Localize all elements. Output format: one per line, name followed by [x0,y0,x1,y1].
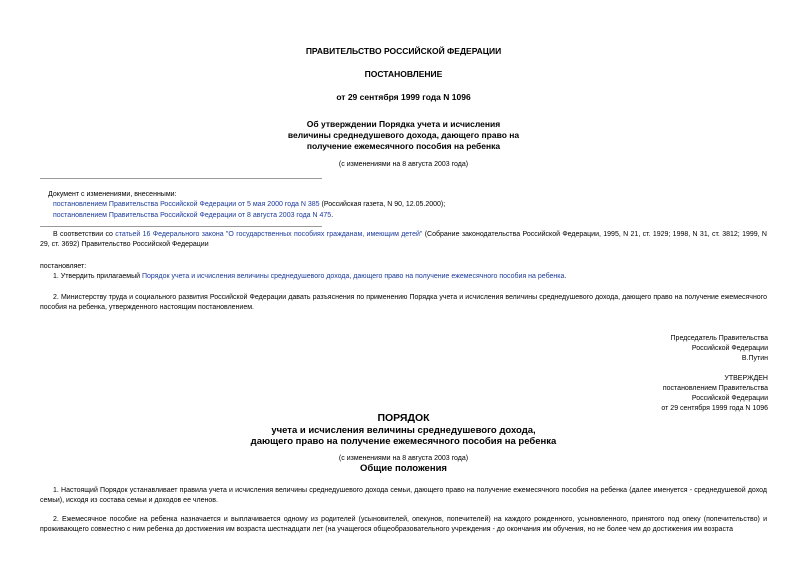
law-article-link[interactable]: статьей 16 Федерального закона "О государственных пособиях гражданам, имеющим детей" [115,231,423,238]
order-paragraph-1: 1. Настоящий Порядок устанавливает правила учета и исчисления величины среднедушевого дохода семьи, дающего право на получение ежемесячного пособия на ребенка (далее именуется - среднедушевой доход семьи), исходя из состава семьи и доходов ее членов. [40,487,767,504]
divider-bottom [40,226,322,227]
changes-item-2: постановлением Правительства Российской Федерации от 8 августа 2003 года N 475. [53,212,334,219]
changes-link-1[interactable]: постановлением Правительства Российской Федерации от 5 мая 2000 года N 385 [53,201,320,208]
divider-top [40,178,322,179]
changes-intro: Документ с изменениями, внесенными: [48,191,177,198]
document-type: ПОСТАНОВЛЕНИЕ [364,69,443,79]
signature-line-2: Российской Федерации [691,345,768,352]
approved-line-3: Российской Федерации [691,395,768,402]
document-title-line-3: получение ежемесячного пособия на ребенка [306,141,501,151]
order-heading: ПОРЯДОК [377,412,430,424]
approved-line-1: УТВЕРЖДЕН [724,375,768,382]
item-2-paragraph: 2. Министерству труда и социального развития Российской Федерации давать разъяснения по применению Порядка учета и исчисления величины среднедушевого дохода, дающего право на получение ежемесячного пособия на ребенка, утвержденного настоящим постановлением. [40,294,767,311]
order-link[interactable]: Порядок учета и исчисления величины среднедушевого дохода, дающего право на получение ежемесячного пособия на ребенка [141,273,565,280]
approved-line-4: от 29 сентября 1999 года N 1096 [661,405,768,412]
basis-paragraph: В соответствии со статьей 16 Федерального закона "О государственных пособиях гражданам, имеющим детей" (Собрание законодательства Российской Федерации, 1995, N 21, ст. 1929; 1998, N 31, ст. 3812; 1999, N 29, ст. 3692) Правительство Российской Федерации [40,231,767,248]
government-heading: ПРАВИТЕЛЬСТВО РОССИЙСКОЙ ФЕДЕРАЦИИ [305,46,502,56]
amendment-note: (с изменениями на 8 августа 2003 года) [338,161,469,168]
decrees-word: постановляет: [40,263,87,270]
order-paragraph-2: 2. Ежемесячное пособие на ребенка назначается и выплачивается одному из родителей (усыновителей, опекунов, попечителей) на каждого рожденного, усыновленного, принятого под опеку (попечительство) и проживающего совместно с ним ребенка до достижения им возраста шестнадцати лет (на учащегося общеобразовательного учреждения - до окончания им обучения, но не более чем до достижения им возраста [40,516,767,533]
changes-link-2[interactable]: постановлением Правительства Российской Федерации от 8 августа 2003 года N 475 [53,212,332,219]
order-title-line-1: учета и исчисления величины среднедушевого дохода, [271,425,536,436]
item-1-paragraph: 1. Утвердить прилагаемый Порядок учета и исчисления величины среднедушевого дохода, дающего право на получение ежемесячного пособия на ребенка. [53,273,567,280]
signature-line-1: Председатель Правительства [670,335,768,342]
approved-line-2: постановлением Правительства [662,385,768,392]
order-title-line-2: дающего право на получение ежемесячного пособия на ребенка [250,436,557,447]
changes-item-1: постановлением Правительства Российской Федерации от 5 мая 2000 года N 385 (Российская газета, N 90, 12.05.2000); [53,201,446,208]
section-heading: Общие положения [360,463,447,474]
document-title-line-1: Об утверждении Порядка учета и исчисления [306,119,501,129]
order-amendment-note: (с изменениями на 8 августа 2003 года) [338,455,469,462]
document-title-line-2: величины среднедушевого дохода, дающего право на [287,130,520,140]
signature-name: В.Путин [741,355,768,362]
document-date-number: от 29 сентября 1999 года N 1096 [336,92,471,102]
